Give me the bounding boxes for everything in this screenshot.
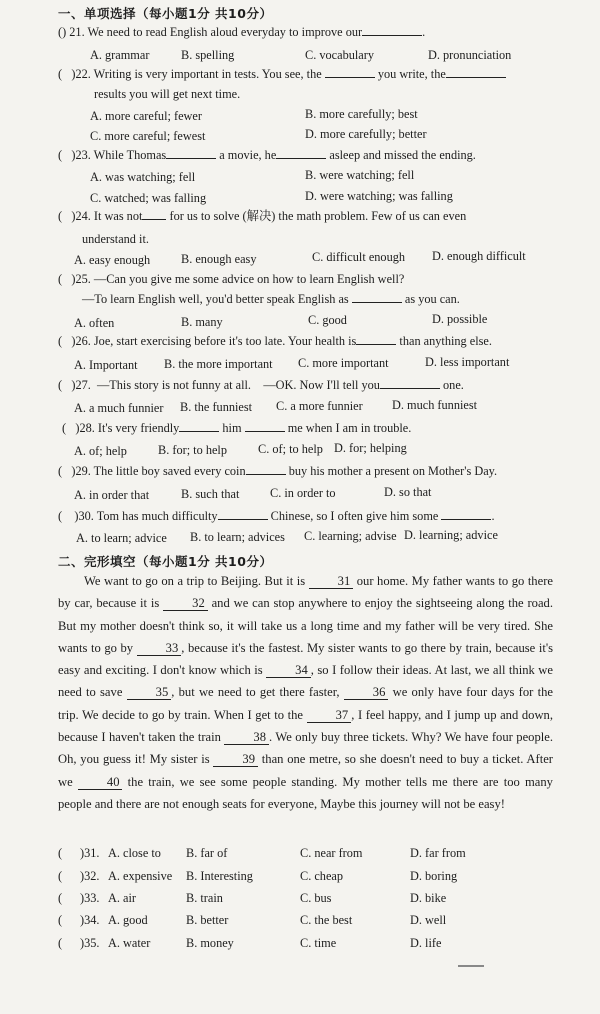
q33-option-c: C. bus (300, 891, 332, 905)
q22-option-a: A. more careful; fewer (90, 109, 202, 123)
q31-paren: ( (58, 846, 63, 860)
q26-option-c: C. more important (298, 356, 389, 370)
q26-option-b: B. the more important (164, 357, 273, 371)
cloze-passage (58, 570, 553, 815)
q23-option-d: D. were watching; was falling (305, 189, 453, 203)
q29-option-a: A. in order that (74, 488, 150, 502)
cloze-blank-38: 38 (224, 730, 269, 745)
q32-number: )32. (80, 869, 100, 883)
q33-option-d: D. bike (410, 891, 447, 905)
q34-option-c: C. the best (300, 913, 353, 927)
q34-option-b: B. better (186, 913, 229, 927)
question-23: ( )23. While Thomas a movie, he asleep and missed the ending. (58, 148, 476, 162)
passage-text: , I feel happy, and I jump up and down, because I haven't taken the train (58, 707, 553, 745)
q26-option-a: A. Important (74, 358, 138, 372)
q34-paren: ( (58, 913, 63, 927)
q30-option-a: A. to learn; advice (76, 531, 167, 545)
question-21: () 21. We need to read English aloud everyday to improve our . (58, 25, 426, 39)
q24-option-a: A. easy enough (74, 253, 151, 267)
q23-option-a: A. was watching; fell (90, 170, 196, 184)
q33-option-b: B. train (186, 891, 223, 905)
q25-option-b: B. many (181, 315, 223, 329)
question-28: ( )28. It's very friendly him me when I am in trouble. (62, 421, 412, 435)
passage-text: , so I follow their ideas. At last, we all think we need to save (58, 663, 553, 700)
q28-option-a: A. of; help (74, 444, 127, 458)
cloze-blank-31: 31 (309, 574, 354, 589)
page-corner-mark (458, 965, 484, 967)
question-25: ( )25. —Can you give me some advice on how to learn English well? (58, 272, 405, 286)
q25-option-d: D. possible (432, 312, 488, 326)
passage-text: our home. My father wants to go there by car, because it is (58, 574, 553, 611)
cloze-blank-36: 36 (344, 685, 389, 700)
q31-option-a: A. close to (108, 846, 161, 860)
q32-option-c: C. cheap (300, 869, 344, 883)
question-30: ( )30. Tom has much difficulty Chinese, so I often give him some . (58, 509, 495, 523)
q25-option-c: C. good (308, 313, 347, 327)
q34-option-d: D. well (410, 913, 447, 927)
q23-option-c: C. watched; was falling (90, 191, 207, 205)
q26-option-d: D. less important (425, 355, 510, 369)
q28-option-d: D. for; helping (334, 441, 407, 455)
q35-option-a: A. water (108, 936, 151, 950)
q35-option-c: C. time (300, 936, 337, 950)
question-25-cont: —To learn English well, you'd better speak English as as you can. (82, 292, 460, 306)
cloze-blank-32: 32 (163, 596, 208, 611)
q24-option-b: B. enough easy (181, 252, 257, 266)
q24-option-d: D. enough difficult (432, 249, 526, 263)
section1-heading: 一、单项选择（每小题1分 共10分） (58, 6, 273, 21)
q27-option-b: B. the funniest (180, 400, 253, 414)
passage-text: We want to go on a trip to Beijing. But it is (84, 574, 309, 588)
q24-option-c: C. difficult enough (312, 250, 406, 264)
q28-option-b: B. for; to help (158, 443, 227, 457)
question-24-cont: understand it. (82, 232, 149, 246)
passage-text: the train, we see some people standing. My mother tells me there are too many people and there are not enough seats for everyone, Maybe this journey will not be easy! (58, 774, 553, 811)
q30-option-c: C. learning; advise (304, 529, 397, 543)
q32-option-a: A. expensive (108, 869, 173, 883)
q25-option-a: A. often (74, 316, 115, 330)
q22-option-b: B. more carefully; best (305, 107, 418, 121)
q27-option-c: C. a more funnier (276, 399, 363, 413)
q34-option-a: A. good (108, 913, 148, 927)
question-29: ( )29. The little boy saved every coin buy his mother a present on Mother's Day. (58, 464, 498, 478)
cloze-blank-37: 37 (307, 708, 352, 723)
cloze-blank-34: 34 (266, 663, 311, 678)
passage-text: , but we need to get there faster, (171, 685, 344, 700)
q31-option-c: C. near from (300, 846, 363, 860)
q22-option-c: C. more careful; fewest (90, 129, 206, 143)
q35-option-b: B. money (186, 936, 234, 950)
question-22-cont: results you will get next time. (94, 87, 241, 101)
q22-option-d: D. more carefully; better (305, 127, 427, 141)
q33-number: )33. (80, 891, 100, 905)
cloze-blank-40: 40 (78, 775, 123, 790)
q35-number: )35. (80, 936, 100, 950)
q30-option-d: D. learning; advice (404, 528, 498, 542)
q32-option-d: D. boring (410, 869, 458, 883)
q29-option-b: B. such that (181, 487, 240, 501)
q21-option-a: A. grammar (90, 48, 150, 62)
passage-text: and we can stop anywhere to enjoy the sightseeing along the road. But my mother doesn't think so, it will take us a long time and my father will be very tired. She wants to go by (58, 596, 553, 655)
question-24: ( )24. It was not for us to solve (解决) the math problem. Few of us can even (58, 209, 467, 223)
q35-option-d: D. life (410, 936, 442, 950)
passage-text: we only have four days for the trip. We decide to go by train. When I get to the (58, 685, 553, 722)
cloze-blank-35: 35 (127, 685, 172, 700)
cloze-blank-39: 39 (213, 752, 258, 767)
q27-option-d: D. much funniest (392, 398, 478, 412)
passage-text: , because it's the fastest. My sister wants to go there by train, because it's easy and exciting. I don't know which is (58, 640, 553, 678)
q33-paren: ( (58, 891, 63, 905)
q28-option-c: C. of; to help (258, 442, 323, 456)
q23-option-b: B. were watching; fell (305, 168, 415, 182)
q34-number: )34. (80, 913, 100, 927)
q32-option-b: B. Interesting (186, 869, 253, 883)
q21-option-d: D. pronunciation (428, 48, 512, 62)
question-26: ( )26. Joe, start exercising before it's too late. Your health is than anything else. (58, 334, 492, 348)
q31-number: )31. (80, 846, 100, 860)
section2-heading: 二、完形填空（每小题1分 共10分） (58, 554, 273, 569)
q31-option-b: B. far of (186, 846, 228, 860)
q31-option-d: D. far from (410, 846, 466, 860)
passage-text: than one metre, so she doesn't need to buy a ticket. After we (58, 752, 554, 789)
q32-paren: ( (58, 869, 63, 883)
question-22: ( )22. Writing is very important in tests. You see, the you write, the (58, 66, 506, 82)
q21-option-c: C. vocabulary (305, 48, 374, 62)
cloze-blank-33: 33 (137, 641, 182, 656)
q27-option-a: A. a much funnier (74, 401, 164, 415)
question-27: ( )27. —This story is not funny at all. —OK. Now I'll tell you one. (58, 378, 464, 392)
q33-option-a: A. air (108, 891, 136, 905)
q29-option-c: C. in order to (270, 486, 336, 500)
q35-paren: ( (58, 936, 63, 950)
passage-text: . We only buy three tickets. Why? We have four people. Oh, you guess it! My sister is (58, 730, 553, 767)
q29-option-d: D. so that (384, 485, 432, 499)
q21-option-b: B. spelling (181, 48, 235, 62)
q30-option-b: B. to learn; advices (190, 530, 285, 544)
